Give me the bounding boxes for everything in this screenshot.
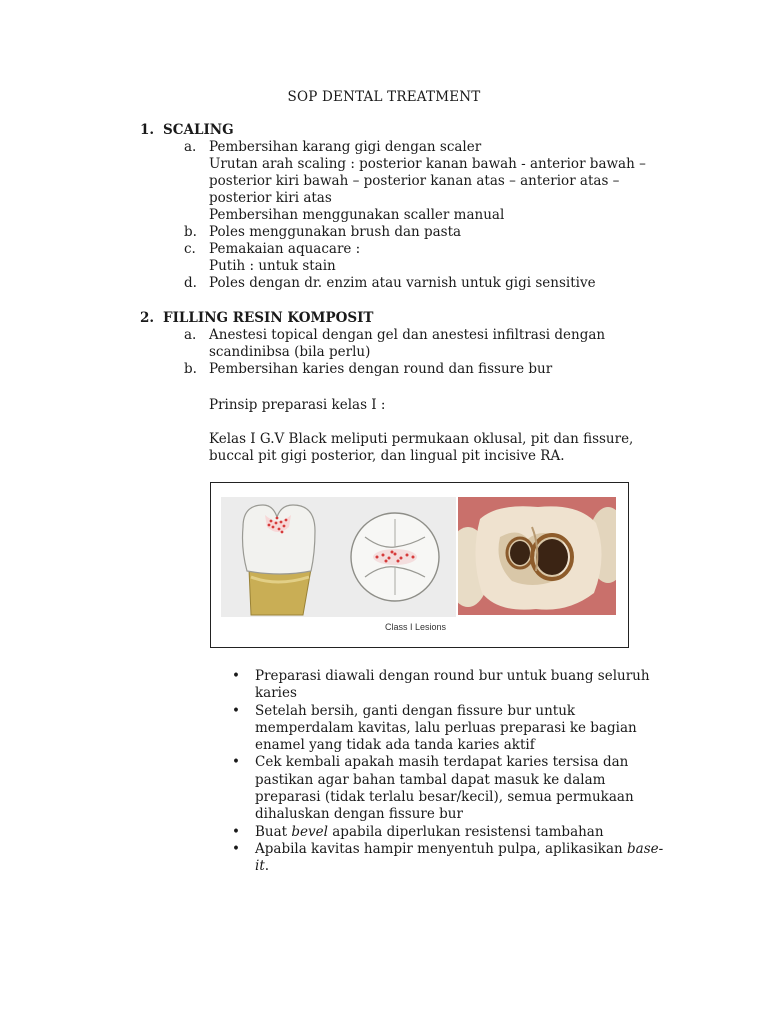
list-item — [184, 361, 629, 378]
list-item — [232, 754, 652, 823]
section-scaling — [140, 122, 646, 292]
text-run: Buat — [255, 823, 292, 840]
item-text: Putih : untuk stain — [209, 258, 336, 274]
section-title: SCALING — [163, 122, 234, 138]
list-item — [184, 241, 629, 275]
tooth-photo-svg — [458, 497, 616, 615]
bullet-text — [255, 858, 663, 875]
section-items — [184, 139, 646, 292]
bullet-text: memperdalam kavitas, lalu perluas preparasi ke bagian — [255, 719, 637, 736]
bullet-icon: • — [232, 668, 240, 684]
prinsip-text: Prinsip preparasi kelas I : — [209, 397, 386, 413]
bullet-text: karies — [255, 685, 297, 702]
item-letter: d. — [184, 275, 197, 291]
item-letter: b. — [184, 224, 197, 240]
bullet-text — [255, 841, 663, 858]
bullet-text: Cek kembali apakah masih terdapat karies tersisa dan — [255, 754, 629, 771]
item-letter: a. — [184, 139, 197, 155]
bullet-text: Preparasi diawali dengan round bur untuk buang seluruh — [255, 668, 650, 684]
item-text: Pemakaian aquacare : — [209, 241, 361, 257]
italic-text: bevel — [291, 823, 328, 840]
tooth-occlusal-view — [351, 513, 439, 601]
bullet-text — [255, 824, 652, 841]
section-filling — [140, 310, 629, 378]
section-heading — [140, 310, 629, 327]
item-text: Poles dengan dr. enzim atau varnish untuk gigi sensitive — [209, 275, 596, 291]
kelas-paragraph — [209, 431, 633, 465]
figure-caption: Class I Lesions — [384, 622, 447, 632]
bullet-text: enamel yang tidak ada tanda karies aktif — [255, 737, 535, 754]
tooth-side-view — [243, 505, 316, 615]
item-text: Anestesi topical dengan gel dan anestesi infiltrasi dengan — [209, 327, 606, 343]
tooth-illustration-svg — [221, 497, 456, 617]
bullet-icon: • — [232, 823, 240, 840]
bullet-text: dihaluskan dengan fissure bur — [255, 806, 463, 823]
section-items — [184, 327, 629, 378]
text-run: . — [264, 858, 270, 875]
list-item — [184, 327, 629, 361]
bullet-icon: • — [232, 702, 240, 719]
item-text: posterior kiri bawah – posterior kanan atas – anterior atas – — [209, 173, 620, 189]
list-item — [184, 224, 629, 241]
page-title: SOP DENTAL TREATMENT — [287, 89, 481, 105]
class-i-lesions-figure — [210, 482, 629, 648]
tooth-illustrations — [221, 497, 456, 617]
tooth-photo — [458, 497, 616, 615]
list-item — [232, 840, 664, 876]
list-item — [232, 824, 652, 841]
section-number: 2. — [140, 310, 155, 326]
bullet-list — [232, 668, 664, 876]
section-title: FILLING RESIN KOMPOSIT — [163, 310, 374, 326]
list-item — [232, 703, 652, 755]
kelas-line: buccal pit gigi posterior, dan lingual pit incisive RA. — [209, 448, 565, 464]
item-text: Urutan arah scaling : posterior kanan bawah - anterior bawah – — [209, 156, 646, 172]
list-item — [184, 139, 646, 224]
item-text: Poles menggunakan brush dan pasta — [209, 224, 462, 240]
kelas-line: Kelas I G.V Black meliputi permukaan oklusal, pit dan fissure, — [209, 431, 634, 447]
list-item — [184, 275, 629, 292]
bullet-text: preparasi (tidak terlalu besar/kecil), semua permukaan — [255, 789, 634, 806]
section-heading — [140, 122, 629, 139]
bullet-icon: • — [232, 754, 240, 771]
item-text: Pembersihan menggunakan scaller manual — [209, 207, 505, 223]
bullet-icon: • — [232, 840, 240, 857]
section-number: 1. — [140, 122, 155, 138]
bullet-text: pastikan agar bahan tambal dapat masuk ke dalam — [255, 771, 606, 788]
item-text: Pembersihan karies dengan round dan fissure bur — [209, 361, 553, 377]
italic-text: it — [255, 858, 265, 875]
item-letter: b. — [184, 361, 197, 377]
item-letter: a. — [184, 327, 197, 343]
item-text: posterior kiri atas — [209, 190, 332, 206]
item-text: Pembersihan karang gigi dengan scaler — [209, 139, 482, 155]
item-letter: c. — [184, 241, 196, 257]
italic-text: base- — [627, 840, 664, 857]
item-text: scandinibsa (bila perlu) — [209, 344, 371, 360]
bullet-text: Setelah bersih, ganti dengan fissure bur untuk — [255, 702, 576, 719]
text-run: Apabila kavitas hampir menyentuh pulpa, aplikasikan — [255, 840, 628, 857]
list-item — [232, 668, 652, 703]
text-run: apabila diperlukan resistensi tambahan — [327, 823, 604, 840]
